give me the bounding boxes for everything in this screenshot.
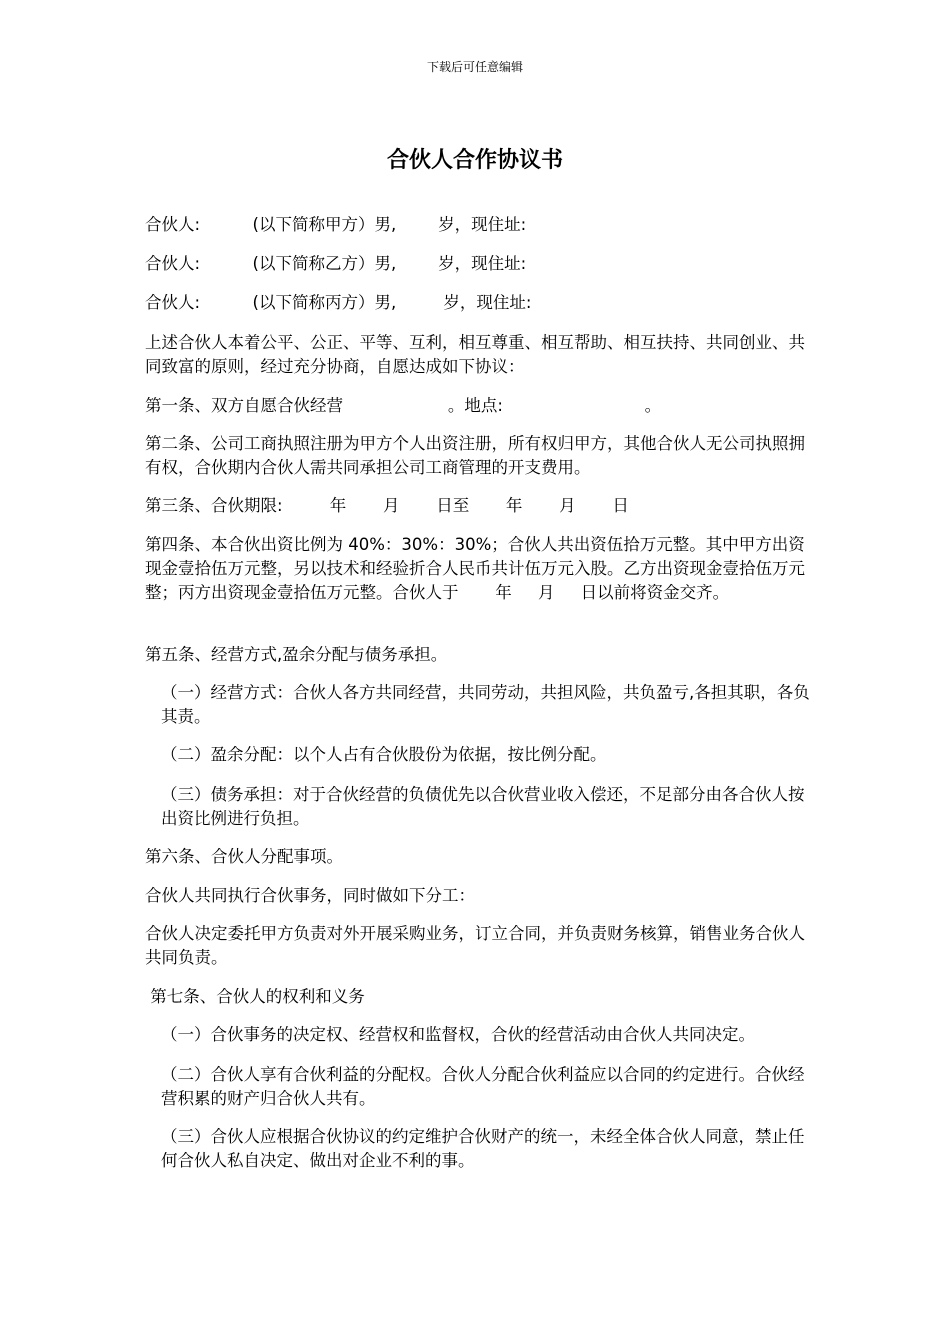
article-6: 第六条、合伙人分配事项。 <box>145 847 343 866</box>
article-3: 第三条、合伙期限: 年 月 日至 年 月 日 <box>145 496 629 515</box>
article-6-para-a: 合伙人共同执行合伙事务，同时做如下分工： <box>145 886 475 905</box>
partner-b-line: 合伙人: (以下简称乙方）男, 岁，现住址: <box>145 254 527 273</box>
article-5-item-2: （二）盈余分配：以个人占有合伙股份为依据，按比例分配。 <box>161 745 607 764</box>
article-2: 第二条、公司工商执照注册为甲方个人出资注册，所有权归甲方，其他合伙人无公司执照拥有权，合伙期内合伙人需共同承担公司工商管理的开支费用。 <box>145 434 805 477</box>
article-5: 第五条、经营方式,盈余分配与债务承担。 <box>145 645 448 664</box>
article-7-item-3: （三）合伙人应根据合伙协议的约定维护合伙财产的统一，未经全体合伙人同意，禁止任何合伙人私自决定、做出对企业不利的事。 <box>161 1127 805 1170</box>
article-5-item-3: （三）债务承担：对于合伙经营的负债优先以合伙营业收入偿还，不足部分由各合伙人按出资比例进行负担。 <box>161 785 805 828</box>
partner-a-line: 合伙人: (以下简称甲方）男, 岁，现住址: <box>145 215 527 234</box>
partner-c-line: 合伙人: (以下简称丙方）男, 岁，现住址: <box>145 293 532 312</box>
article-1: 第一条、双方自愿合伙经营 。地点: 。 <box>145 396 662 415</box>
document-title: 合伙人合作协议书 <box>386 148 563 173</box>
header-note: 下载后可任意编辑 <box>426 60 523 74</box>
intro-paragraph: 上述合伙人本着公平、公正、平等、互利，相互尊重、相互帮助、相互扶持、共同创业、共同致富的原则，经过充分协商，自愿达成如下协议： <box>145 333 805 376</box>
article-7: 第七条、合伙人的权利和义务 <box>145 987 365 1006</box>
article-5-item-1: （一）经营方式：合伙人各方共同经营，共同劳动，共担风险，共负盈亏,各担其职，各负其责。 <box>161 683 810 726</box>
article-7-item-2: （二）合伙人享有合伙利益的分配权。合伙人分配合伙利益应以合同的约定进行。合伙经营积累的财产归合伙人共有。 <box>161 1065 805 1108</box>
article-4: 第四条、本合伙出资比例为 40%：30%：30%；合伙人共出资伍拾万元整。其中甲方出资现金壹拾伍万元整，另以技术和经验折合人民币共计伍万元入股。乙方出资现金壹拾伍万元整；丙方出资现金壹拾伍万元整。合伙人于 年 月 日以前将资金交齐。 <box>145 535 805 602</box>
article-7-item-1: （一）合伙事务的决定权、经营权和监督权，合伙的经营活动由合伙人共同决定。 <box>161 1025 755 1044</box>
article-6-para-b: 合伙人决定委托甲方负责对外开展采购业务，订立合同，并负责财务核算，销售业务合伙人共同负责。 <box>145 924 805 967</box>
